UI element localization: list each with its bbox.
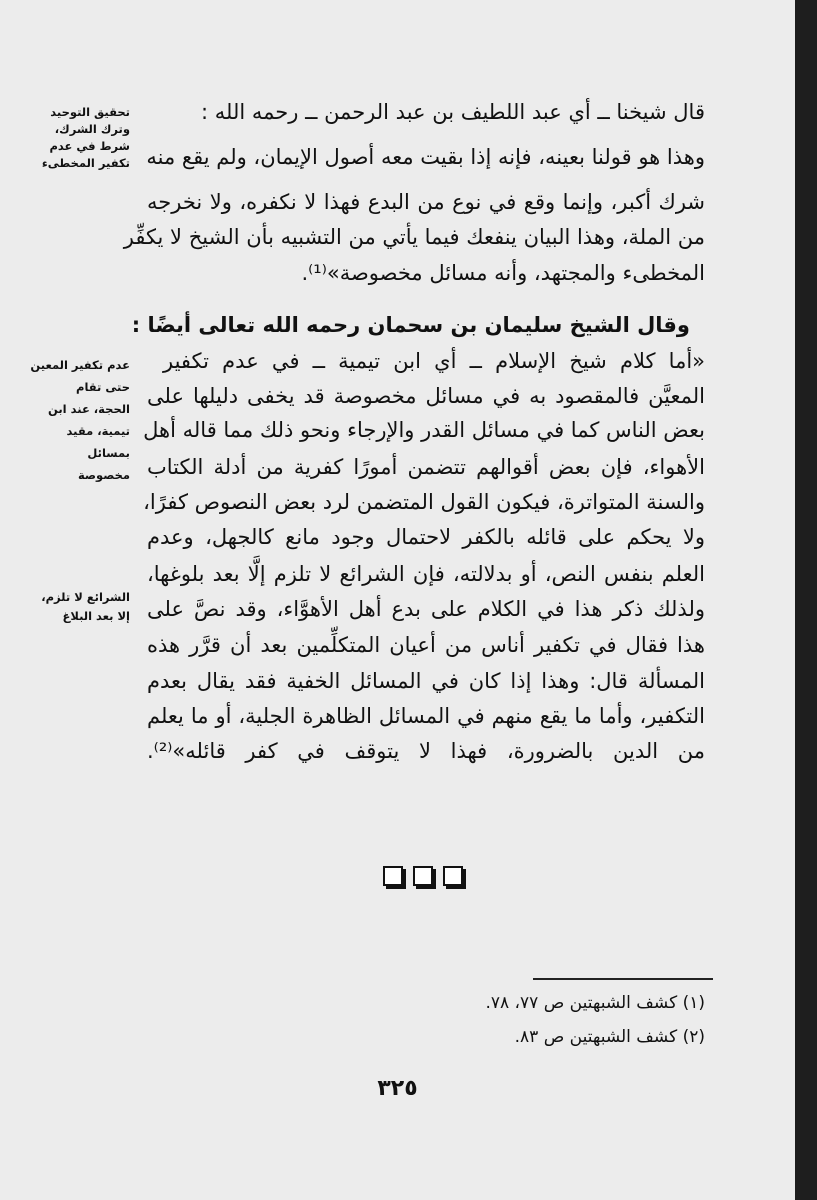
margin-note-line: وترك الشرك، [54,122,130,136]
body-line: شرك أكبر، وإنما وقع في نوع من البدع فهذا لا نكفره، ولا نخرجه [147,190,705,214]
body-line: قال شيخنا ــ أي عبد اللطيف بن عبد الرحمن ــ رحمه الله : [201,100,705,124]
ornament-square [383,866,403,886]
margin-note-line: مخصوصة [77,468,130,482]
margin-note-line: بمسائل [87,446,130,460]
section-divider-ornament [383,866,483,892]
body-line: ولذلك ذكر هذا في الكلام على بدع أهل الأهوَّاء، وقد نصَّ على [147,597,705,621]
body-line: هذا فقال في تكفير أناس من أعيان المتكلِّمين بعد أن قرَّر هذه [147,633,705,657]
body-line: «أما كلام شيخ الإسلام ــ أي ابن تيمية ــ في عدم تكفير [163,349,705,373]
ornament-square [413,866,433,886]
body-line: ولا يحكم على قائله بالكفر لاحتمال وجود مانع كالجهل، وعدم [147,525,705,549]
body-line: المعيَّن فالمقصود به في مسائل مخصوصة قد يخفى دليلها على [147,384,705,408]
margin-note-line: تيمية، مقيد [66,424,130,438]
margin-note-line: عدم تكفير المعين [30,358,130,372]
margin-note-line: الحجة، عند ابن [48,402,130,416]
body-line: بعض الناس كما في مسائل القدر والإرجاء ونحو ذلك مما قاله أهل [143,418,705,442]
body-line: المسألة قال: وهذا إذا كان في المسائل الخفية فقد يقال بعدم [147,669,705,693]
footnote-separator [533,978,713,980]
body-line: وهذا هو قولنا بعينه، فإنه إذا بقيت معه أصول الإيمان، ولم يقع منه [146,145,705,169]
body-line: والسنة المتواترة، فيكون القول المتضمن لرد بعض النصوص كفرًا، [143,490,705,514]
body-line: التكفير، وأما ما يقع منهم في المسائل الظاهرة الجلية، أو ما يعلم [147,704,705,728]
body-line: المخطىء والمجتهد، وأنه مسائل مخصوصة»⁽¹⁾. [301,261,705,285]
margin-note-line: تكفير المخطىء [41,156,130,170]
body-line: وقال الشيخ سليمان بن سحمان رحمه الله تعالى أيضًا : [131,313,690,337]
margin-note-line: حتى تقام [76,380,130,394]
page-number: ٣٢٥ [377,1076,418,1101]
footnote: (١) كشف الشبهتين ص ٧٧، ٧٨. [485,993,705,1013]
margin-note-line: تحقيق التوحيد [50,105,130,119]
body-line: من الدين بالضرورة، فهذا لا يتوقف في كفر قائله»⁽²⁾. [147,739,705,763]
margin-note-line: شرط في عدم [49,139,130,153]
margin-note-line: الشرائع لا تلزم، [41,590,130,604]
body-line: العلم بنفس النص، أو بدلالته، فإن الشرائع لا تلزم إلَّا بعد بلوغها، [147,562,705,586]
ornament-square [443,866,463,886]
body-line: الأهواء، فإن بعض أقوالهم تتضمن أمورًا كفرية من أدلة الكتاب [147,455,705,479]
footnote: (٢) كشف الشبهتين ص ٨٣. [514,1027,705,1047]
body-line: من الملة، وهذا البيان ينفعك فيما يأتي من التشبيه بأن الشيخ لا يكفِّر [123,225,705,249]
margin-note-line: إلا بعد البلاغ [62,609,130,623]
